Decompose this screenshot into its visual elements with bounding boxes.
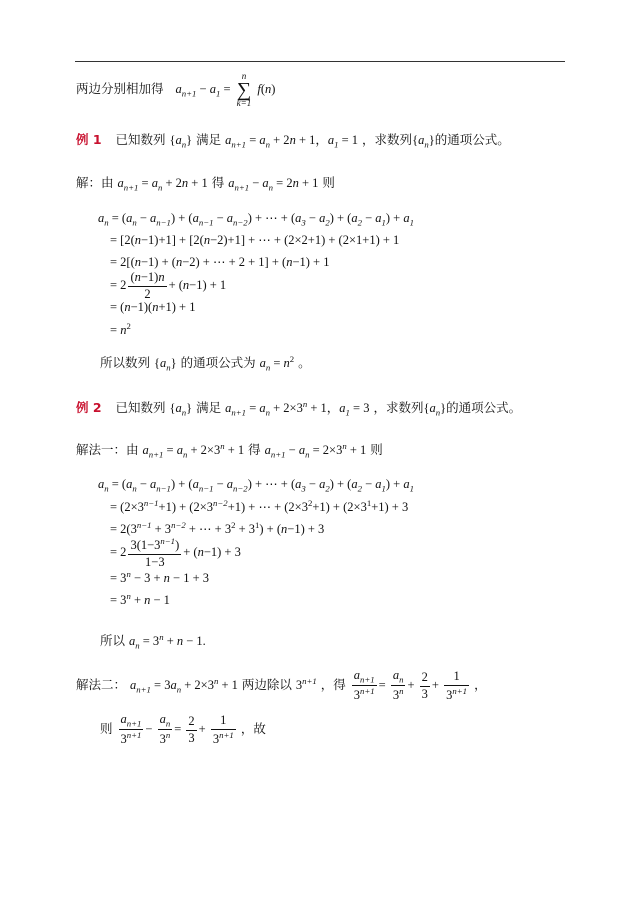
example2-seq: $\{a_n\}$ [169, 401, 193, 418]
example1-conclusion-formula: $a_n = n^2$ [259, 353, 295, 373]
example2-conclusion-prefix: 所以 [100, 633, 126, 648]
example1-condition: $a_{n+1} = a_n + 2n + 1$，$a_1 = 1$ [225, 133, 359, 150]
example1-solution-derived: $a_{n+1} - a_n = 2n + 1$ [228, 176, 319, 193]
example2-then-prefix: 则 [100, 720, 113, 736]
example2-then [100, 712, 266, 748]
example2-method2-end: ， [474, 676, 487, 692]
example2-condition: $a_{n+1} = a_n + 2\times 3^n + 1$，$a_1 = 3$ [225, 398, 370, 418]
example1-conclusion-suffix: 。 [298, 355, 311, 370]
example1-conclusion-prefix: 所以数列 [100, 355, 151, 370]
intro-formula: $a_{n+1} - a_1$ = n ∑ k=1 f(n) [175, 71, 276, 108]
intro-text: 两边分别相加得 [76, 80, 164, 96]
example2-method2-divisor: $3^{n+1}$ [295, 675, 317, 692]
example2-step-4: = 2 $\frac{3(1-3^{n-1})}{1-3}$ + (n−1) + 3 [110, 536, 241, 569]
example1-step-5: = (n−1)(n+1) + 1 [110, 300, 196, 314]
example1-seq: $\{a_n\}$ [169, 133, 193, 150]
example2-text-prefix: 已知数列 [115, 400, 166, 415]
example2-step-6: = $3^n + n - 1$ [110, 591, 170, 608]
example2-text-mid: 满足 [196, 400, 222, 415]
example1-solution-given: $a_{n+1} = a_n + 2n + 1$ [117, 176, 208, 193]
example2-conclusion [100, 631, 206, 651]
example1-text-suffix: ，求数列$\{a_n\}$的通项公式。 [362, 132, 510, 150]
intro-line [76, 72, 275, 108]
example1-label: 例 1 [76, 132, 102, 147]
example2-method1-mid: 得 [248, 442, 261, 457]
example1-text-prefix: 已知数列 [115, 132, 166, 147]
example1-solution-prefix: 解：由 [76, 175, 114, 190]
example2-method2-mid: 两边除以 [241, 676, 292, 692]
example1-step-1: $a_n = (a_n - a_{n-1}) + (a_{n-1} - a_{n-2})$ + ⋯ + $(a_3 - a_2) + (a_2 - a_1) + a_1$ [98, 211, 414, 228]
example2-method1-derived: $a_{n+1} - a_n = 2\times 3^n + 1$ [264, 440, 367, 460]
example2-step-5: = $3^n - 3 + n - 1 + 3$ [110, 569, 210, 586]
example2-method2-prefix: 解法二： [76, 676, 127, 692]
example2-method1-prefix: 解法一：由 [76, 442, 139, 457]
example1-text-mid: 满足 [196, 132, 222, 147]
example2-then-suffix: ，故 [240, 720, 266, 736]
example2-method2-get: ，得 [320, 676, 346, 692]
example1-solution-suffix: 则 [322, 175, 335, 190]
example2-step-2: = $(2\times 3^{n-1}+1) + (2\times 3^{n-2}+1)$ + ⋯ + $(2\times 3^2+1) + (2\times 3^1+1) + 3$ [110, 498, 409, 515]
example1-step-4: = 2 $\frac{(n-1)n}{2}$ + (n−1) + 1 [110, 270, 227, 301]
example1-solution-mid: 得 [211, 175, 225, 190]
example2-method1-intro [76, 440, 383, 460]
example1-step-2: = [2(n−1)+1] + [2(n−2)+1] + ⋯ + (2×2+1) + (2×1+1) + 1 [110, 233, 400, 247]
example2-statement [76, 398, 521, 418]
example1-step-6: = $n^2$ [110, 321, 131, 338]
example2-method1-suffix: 则 [370, 442, 383, 457]
example2-conclusion-formula: $a_n = 3^n + n - 1$. [129, 631, 206, 651]
example1-conclusion-seq: $\{a_n\}$ [154, 356, 177, 373]
example2-method1-given: $a_{n+1} = a_n + 2\times 3^n + 1$ [142, 440, 245, 460]
example2-method2-result: $\frac{a_{n+1}}{3^{n+1}}$ = $\frac{a_n}{3^n}$ + $\frac{2}{3}$ + $\frac{1}{3^{n+1}}$ [353, 668, 468, 703]
header-rule [75, 61, 565, 62]
example2-method2-given: $a_{n+1} = 3a_n + 2\times 3^n + 1$ [130, 675, 238, 695]
example1-step-3: = 2[(n−1) + (n−2) + ⋯ + 2 + 1] + (n−1) + 1 [110, 255, 330, 269]
example1-statement [76, 130, 510, 150]
example2-then-formula: $\frac{a_{n+1}}{3^{n+1}}$ − $\frac{a_n}{3^n}$ = $\frac{2}{3}$ + $\frac{1}{3^{n+1}}$ [120, 712, 234, 747]
example2-step-1: $a_n = (a_n - a_{n-1}) + (a_{n-1} - a_{n-2})$ + ⋯ + $(a_3 - a_2) + (a_2 - a_1) + a_1$ [98, 477, 414, 494]
example2-text-suffix: ，求数列$\{a_n\}$的通项公式。 [373, 400, 522, 418]
example2-method2 [76, 668, 487, 704]
example1-solution-intro [76, 173, 335, 193]
example2-label: 例 2 [76, 400, 102, 415]
example1-conclusion-mid: 的通项公式为 [180, 355, 256, 370]
example1-conclusion [100, 353, 311, 373]
example2-step-3: = $2(3^{n-1} + 3^{n-2}$ + ⋯ + $3^2 + 3^1) + (n-1) + 3$ [110, 520, 325, 537]
